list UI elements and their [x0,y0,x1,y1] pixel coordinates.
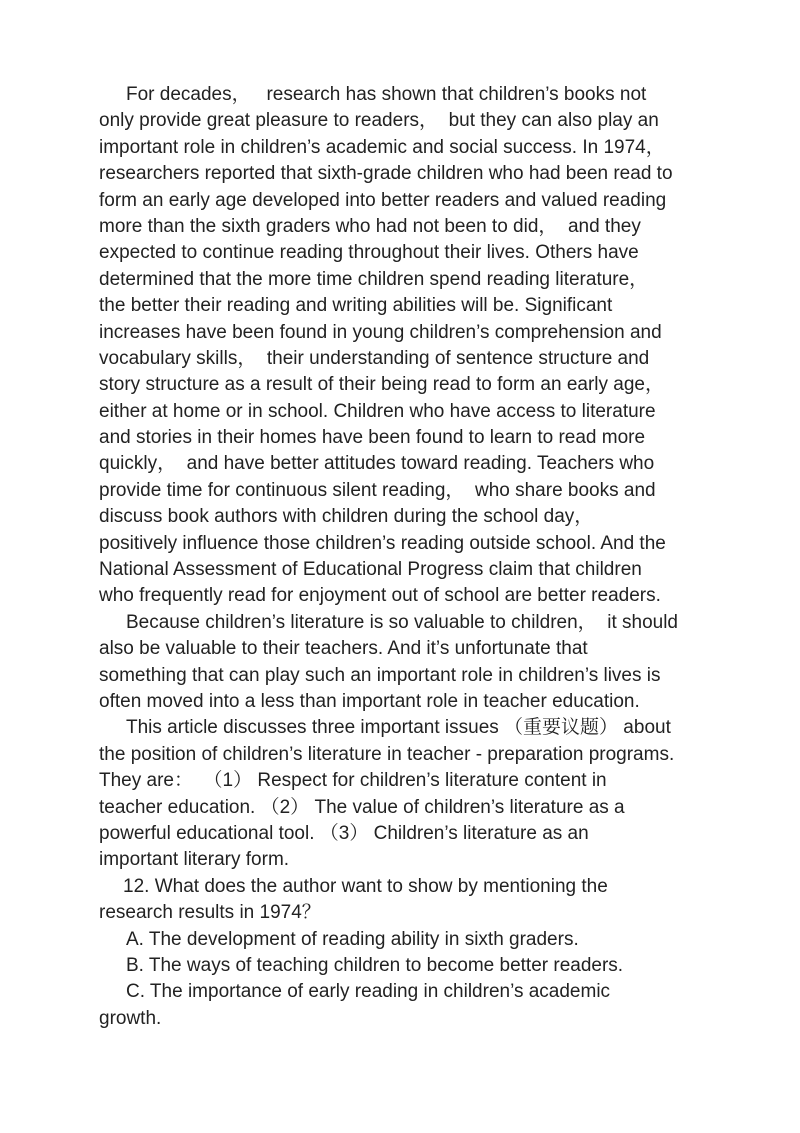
text-line: B. The ways of teaching children to become better readers. [126,954,624,976]
text-line: who frequently read for enjoyment out of school are better readers. [99,585,661,607]
text-line: powerful educational tool. （3） Children’s literature as an [99,822,589,844]
text-line: They are： （1） Respect for children’s literature content in [99,770,607,792]
text-line: something that can play such an important role in children’s lives is [99,664,661,686]
text-line: important literary form. [99,849,290,871]
text-line: For decades， research has shown that children’s books not [126,84,647,105]
text-line: growth. [99,1007,162,1029]
text-line: also be valuable to their teachers. And it’s unfortunate that [99,638,588,660]
text-line: vocabulary skills， their understanding of sentence structure and [99,347,650,369]
text-line: provide time for continuous silent reading， who share books and [99,479,656,501]
text-line: 12. What does the author want to show by mentioning the [123,875,608,897]
text-line: only provide great pleasure to readers， but they can also play an [99,110,659,132]
text-line: either at home or in school. Children who have access to literature [99,400,656,422]
text-line: This article discusses three important issues （重要议题） about [126,717,671,739]
text-line: expected to continue reading throughout their lives. Others have [99,242,639,264]
text-line: determined that the more time children spend reading literature， [99,268,649,290]
text-line: teacher education. （2） The value of children’s literature as a [99,796,625,818]
text-line: Because children’s literature is so valuable to children， it should [126,611,679,633]
text-line: the position of children’s literature in teacher - preparation programs. [99,743,675,765]
document-page [99,82,709,1032]
text-line: more than the sixth graders who had not been to did， and they [99,215,641,237]
text-line: and stories in their homes have been found to learn to read more [99,427,646,449]
text-line: form an early age developed into better readers and valued reading [99,189,667,211]
text-line: positively influence those children’s reading outside school. And the [99,532,666,554]
text-line: quickly， and have better attitudes toward reading. Teachers who [99,453,655,475]
text-line: research results in 1974？ [99,902,321,924]
text-line: A. The development of reading ability in sixth graders. [126,928,579,950]
text-line: the better their reading and writing abilities will be. Significant [99,295,613,317]
text-line: important role in children’s academic and social success. In 1974， [99,136,665,158]
text-line: story structure as a result of their being read to form an early age， [99,374,664,396]
text-line: National Assessment of Educational Progress claim that children [99,559,642,581]
text-line: researchers reported that sixth-grade children who had been read to [99,163,673,185]
text-line: discuss book authors with children during the school day， [99,506,594,528]
text-line: often moved into a less than important role in teacher education. [99,690,640,712]
text-line: C. The importance of early reading in children’s academic [126,981,611,1003]
text-line: increases have been found in young children’s comprehension and [99,321,662,343]
